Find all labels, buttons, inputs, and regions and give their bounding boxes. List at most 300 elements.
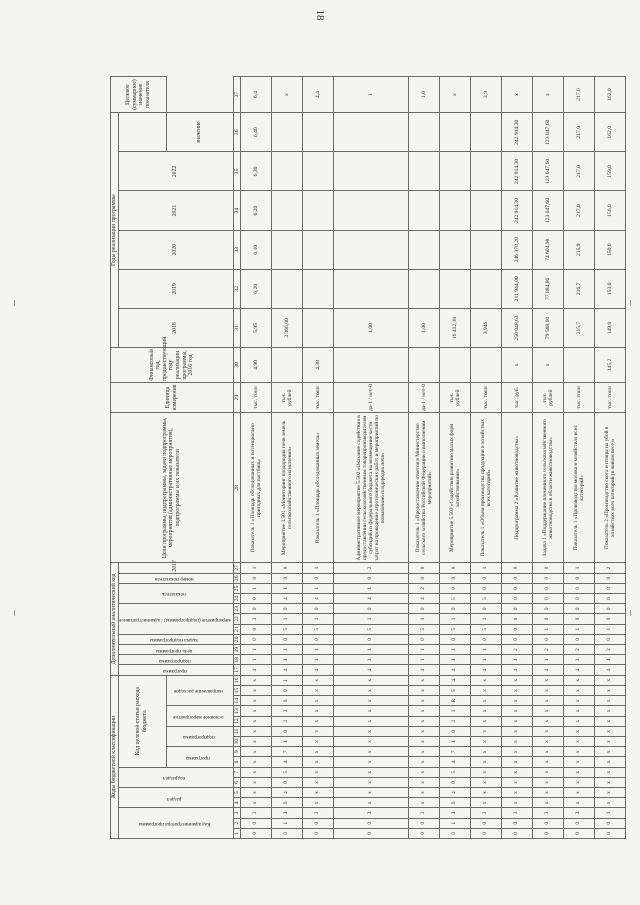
header-code-col-text: Код администратора программы [138,821,211,828]
code-cell: 5 [409,624,440,634]
column-number: 8 [233,757,240,767]
code-cell: 0 [533,634,564,644]
row-year-value: 242 914,30 [502,113,533,152]
column-number: 29 [233,382,240,412]
code-cell: х [334,716,409,726]
code-cell: х [303,726,334,736]
code-cell: 0 [595,818,626,828]
code-cell: х [502,696,533,706]
code-cell: 0 [272,726,303,736]
column-number: 26 [233,573,240,583]
code-cell: х [241,716,272,726]
code-cell: х [303,706,334,716]
code-cell: 1 [440,645,471,655]
column-number: 10 [233,736,240,746]
header-code-sub-col-text: программа [186,754,211,761]
row-final-value: 162,0 [595,77,626,113]
code-cell: 3 [595,808,626,818]
code-cell: 0 [272,828,303,838]
code-cell: х [502,787,533,797]
code-cell: 1 [440,736,471,746]
row-year-value [303,269,334,308]
row-year-value: 159,0 [595,152,626,191]
code-cell: х [471,798,502,808]
code-cell: х [409,798,440,808]
code-cell: х [303,747,334,757]
row-unit: тыс. рублей [272,382,303,412]
row-name: Показатель 1 «Площадь обследованных земель» [303,413,334,563]
header-final-sub: значение [166,113,233,152]
row-year-value: 16 412,10 [440,308,471,347]
code-cell: х [334,685,409,695]
row-unit: тыс. рублей [533,382,564,412]
code-cell: 0 [533,614,564,624]
column-number: 6 [233,777,240,787]
code-cell: х [595,747,626,757]
code-cell: х [471,757,502,767]
code-cell: 2 [334,563,409,573]
code-cell: 0 [303,604,334,614]
header-code-sub-col [166,675,233,706]
header-code-col-text: раздел [167,795,182,802]
column-number: 37 [233,77,240,113]
code-cell: 2 [409,583,440,593]
code-cell: х [533,747,564,757]
code-cell: х [303,736,334,746]
column-number: 25 [233,583,240,593]
code-cell: х [241,777,272,787]
code-cell: 0 [564,593,595,603]
code-cell: 1 [303,614,334,624]
code-cell: 2 [440,716,471,726]
code-cell: 0 [303,634,334,644]
code-cell: 5 [471,593,502,603]
code-cell: х [533,716,564,726]
row-base-value [471,348,502,383]
code-cell: 0 [334,634,409,644]
row-base-value [440,348,471,383]
row-year-value [334,152,409,191]
code-cell: 1 [595,624,626,634]
header-group-analytic: Дополнительный аналитический код [111,563,119,675]
code-cell: 5 [440,624,471,634]
code-cell: 5 [272,624,303,634]
row-year-value [409,152,440,191]
row-year-value: 211 944,00 [502,269,533,308]
header-code-sub-col [166,706,233,726]
code-cell: х [303,787,334,797]
code-cell: 1 [334,614,409,624]
code-cell: 0 [502,583,533,593]
table-row [502,77,533,839]
code-cell: 1 [440,614,471,624]
row-year-value: 149,0 [595,308,626,347]
row-name: Административное мероприятие 5.502 «Оказание содействия в предоставлении сельскохозяйственным товаропроизводителям субсидий из федерального бюджета на возмещение части затрат на проведение агротехнических работ и мероприятий по повышению плодородия почв» [334,413,409,563]
code-cell: х [502,675,533,685]
code-cell: х [564,726,595,736]
code-cell: 0 [471,573,502,583]
code-cell: 0 [409,818,440,828]
code-cell: 0 [272,798,303,808]
row-year-value: 1,00 [409,308,440,347]
code-cell: х [241,675,272,685]
code-cell: х [471,716,502,726]
code-cell: 1 [440,655,471,665]
column-number: 28 [233,413,240,563]
code-cell: 0 [272,604,303,614]
header-analytic-col-text: мероприятие (подпрограммы) / административное [118,616,231,623]
code-cell: 0 [502,573,533,583]
code-cell: х [334,706,409,716]
code-cell: 0 [533,604,564,614]
row-year-value [303,308,334,347]
code-cell: 0 [241,634,272,644]
code-cell: х [471,777,502,787]
code-cell: 0 [334,828,409,838]
row-year-value [272,152,303,191]
table-row [564,77,595,839]
header-code-col [118,787,233,807]
code-cell: х [533,706,564,716]
code-cell: 1 [440,818,471,828]
code-cell: 0 [471,828,502,838]
code-cell: 5 [440,593,471,603]
code-cell: 1 [272,583,303,593]
code-cell: 0 [440,798,471,808]
code-cell: х [334,798,409,808]
header-code-sub-col [166,726,233,746]
code-cell: х [303,798,334,808]
code-cell: 0 [564,604,595,614]
header-group-years: Годы реализации программы [111,113,119,348]
code-cell: 0 [334,818,409,828]
code-cell: 4 [303,593,334,603]
row-base-value [564,348,595,383]
row-unit: да-1 / нет-0 [409,382,440,412]
column-number: 11 [233,726,240,736]
row-year-value: 3,946 [471,308,502,347]
row-year-value [409,191,440,230]
code-cell: х [241,798,272,808]
code-cell: 0 [502,593,533,603]
code-cell: 0 [595,583,626,593]
column-number: 2 [233,818,240,828]
row-year-value: 6,30 [241,152,272,191]
row-year-value: 242 914,30 [502,152,533,191]
row-year-value: 123 047,60 [533,113,564,152]
row-unit: тыс. тонн [595,382,626,412]
code-cell: х [303,767,334,777]
code-cell: х [502,736,533,746]
row-year-value [303,152,334,191]
code-cell: 1 [502,655,533,665]
code-cell: х [409,726,440,736]
code-cell: х [409,685,440,695]
code-cell: х [502,747,533,757]
row-base-value [272,348,303,383]
code-cell: 4 [334,593,409,603]
row-base-value [409,348,440,383]
code-cell: х [595,716,626,726]
code-cell: х [533,696,564,706]
header-analytic-col-text: номер показателя [155,576,194,583]
code-cell: 0 [595,573,626,583]
code-cell: 1 [241,563,272,573]
scan-mark [630,610,631,616]
code-cell: 1 [241,655,272,665]
code-cell: 0 [409,604,440,614]
row-name: Мероприятие 5.503 «Содействие развитию малых форм хозяйствования» [440,413,471,563]
code-cell: 0 [409,828,440,838]
code-cell: х [241,747,272,757]
code-cell: 4 [272,757,303,767]
code-cell: 0 [564,583,595,593]
code-cell: х [533,767,564,777]
header-col-name: Цели программы, подпрограммы, задачи подпрограммы, мероприятия (административные мероприятия), подпрограммы и их показатели [111,413,234,563]
code-cell: 5 [440,767,471,777]
code-cell: 0 [471,604,502,614]
code-cell: 4 [272,593,303,603]
code-cell: х [409,767,440,777]
code-cell: х [334,747,409,757]
code-cell: 1 [334,583,409,593]
code-cell: 1 [272,818,303,828]
column-number: 5 [233,787,240,797]
code-cell: 0 [440,634,471,644]
code-cell: х [533,798,564,808]
row-year-value: 215,9 [564,230,595,269]
code-cell: 0 [564,828,595,838]
code-cell: х [303,696,334,706]
column-number: 32 [233,269,240,308]
code-cell: х [502,777,533,787]
code-cell: 1 [272,614,303,624]
row-year-value: 217,0 [564,113,595,152]
header-analytic-col [118,573,233,583]
code-cell: 0 [241,624,272,634]
code-cell: 0 [272,685,303,695]
code-cell: х [241,696,272,706]
code-cell: 4 [440,787,471,797]
row-final-value: 6,4 [241,77,272,113]
code-cell: х [409,716,440,726]
code-cell: 3 [272,808,303,818]
code-cell: х [241,726,272,736]
code-cell: х [241,685,272,695]
code-cell: 5 [272,767,303,777]
header-code-col [118,767,233,787]
row-year-value: 123 047,60 [533,152,564,191]
code-cell: х [564,706,595,716]
code-cell: х [533,777,564,787]
code-cell: 0 [303,818,334,828]
code-cell: х [595,726,626,736]
code-cell: 1 [533,655,564,665]
row-year-value [334,191,409,230]
code-cell: 1 [471,645,502,655]
code-cell: 4 [471,665,502,675]
code-cell: 1 [303,645,334,655]
row-year-value: 216,7 [564,269,595,308]
header-col-unit: Единица измерения [111,382,234,412]
table-row [533,77,564,839]
code-cell: 5 [334,624,409,634]
code-cell: 1 [471,655,502,665]
code-cell: х [409,736,440,746]
code-cell: х [303,675,334,685]
header-code-sub-col [166,747,233,767]
code-cell: 4 [440,675,471,685]
row-year-value [272,230,303,269]
table-header [111,77,241,839]
code-cell: 0 [241,818,272,828]
row-final-value: 4,4 [303,77,334,113]
code-cell: х [241,706,272,716]
row-unit: тыс. тонн [303,382,334,412]
code-cell: х [241,736,272,746]
header-analytic-col-text: цель программы [156,647,193,654]
row-year-value [440,269,471,308]
code-cell: 1 [471,563,502,573]
header-year: 2017 [118,563,233,573]
code-cell: х [533,685,564,695]
code-cell: х [303,757,334,767]
scan-mark [630,300,631,306]
header-year: 2020 [118,230,233,269]
code-cell: 0 [533,573,564,583]
code-cell: 0 [440,604,471,614]
row-year-value: 6,20 [241,269,272,308]
code-cell: 0 [303,573,334,583]
table-body [241,77,626,839]
code-cell: 0 [241,573,272,583]
column-number: 3 [233,808,240,818]
row-year-value: 217,0 [564,152,595,191]
code-cell: х [502,716,533,726]
row-base-value: 4,90 [241,348,272,383]
code-cell: х [471,696,502,706]
row-year-value: 153,0 [595,269,626,308]
code-cell: 4 [241,665,272,675]
code-cell: 3 [241,808,272,818]
code-cell: х [564,757,595,767]
code-cell: х [533,736,564,746]
code-cell: 0 [440,777,471,787]
row-year-value: 77 884,86 [533,269,564,308]
header-analytic-col-text: программа [162,668,187,674]
code-cell: 3 [533,808,564,818]
code-cell: 2 [502,645,533,655]
code-cell: х [334,787,409,797]
header-code-sub-col-text: подпрограмма [182,734,215,741]
code-cell: х [303,777,334,787]
code-cell: 1 [533,624,564,634]
header-code-subgroup: Код целевой статьи расхода бюджета [118,675,166,767]
row-unit: тыс. тонн [564,382,595,412]
header-analytic-col [118,645,233,655]
header-analytic-col [118,634,233,644]
row-name: Подпрограмма 2 «Развитие животноводства» [502,413,533,563]
header-analytic-col-text: подпрограмма [158,657,191,664]
table-row [440,77,471,839]
code-cell: х [471,675,502,685]
header-year: 2019 [118,269,233,308]
code-cell: х [564,777,595,787]
code-cell: х [409,787,440,797]
code-cell: 7 [272,747,303,757]
code-cell: х [533,757,564,767]
row-year-value [409,230,440,269]
column-number: 9 [233,747,240,757]
row-year-value: 3 366,00 [272,308,303,347]
header-code-sub-col-text: направление расходов [174,688,223,695]
code-cell: х [471,726,502,736]
code-cell: 0 [502,818,533,828]
code-cell: 1 [272,655,303,665]
header-analytic-col [118,604,233,635]
row-year-value: 246 370,20 [502,230,533,269]
code-cell: х [241,757,272,767]
table-row [272,77,303,839]
header-code-col [118,808,233,839]
code-cell: х [502,706,533,716]
column-number: 21 [233,624,240,634]
row-name: Мероприятие 3.501 «Мониторинг плодородия почв земель сельскохозяйственного назначения» [272,413,303,563]
row-year-value [409,113,440,152]
row-year-value: 6,20 [241,191,272,230]
column-number: 14 [233,696,240,706]
code-cell: 3 [564,808,595,818]
code-cell: 2 [595,645,626,655]
header-code-col-text: подраздел [163,775,186,782]
header-year: 2018 [118,308,233,347]
code-cell: х [502,767,533,777]
column-number: 16 [233,675,240,685]
row-final-value: х [533,77,564,113]
code-cell: 0 [409,634,440,644]
rotated-table-area [110,76,617,839]
row-name: Задача 1 «Поддержание племенного сельскохозяйственного животноводства в области животноводства» [533,413,564,563]
code-cell: х [334,696,409,706]
row-name: Показатель 1 «Площадь обследованных и потенциально пригодных для пастбищ» [241,413,272,563]
code-cell: 0 [502,634,533,644]
table-row [471,77,502,839]
code-cell: 3 [303,808,334,818]
column-number: 15 [233,685,240,695]
header-col-base: Финансовый год, предшествующий году реализации программы, 2016 год [111,348,234,383]
row-base-value: х [502,348,533,383]
row-year-value: 6,40 [241,113,272,152]
code-cell: х [564,747,595,757]
code-cell: х [334,777,409,787]
row-base-value: х [533,348,564,383]
code-cell: 0 [241,604,272,614]
row-unit: тыс. руб. [502,382,533,412]
code-cell: 1 [564,624,595,634]
column-number: 31 [233,308,240,347]
row-year-value: 162,0 [595,113,626,152]
code-cell: х [595,798,626,808]
code-cell: 0 [502,614,533,624]
row-name: Показатель 1 «Объем производства продукции в хозяйствах всех категорий» [471,413,502,563]
code-cell: 0 [471,818,502,828]
code-cell: х [334,675,409,685]
table-row [334,77,409,839]
row-unit: тыс. рублей [440,382,471,412]
code-cell: х [564,716,595,726]
code-cell: х [533,787,564,797]
row-year-value [334,230,409,269]
